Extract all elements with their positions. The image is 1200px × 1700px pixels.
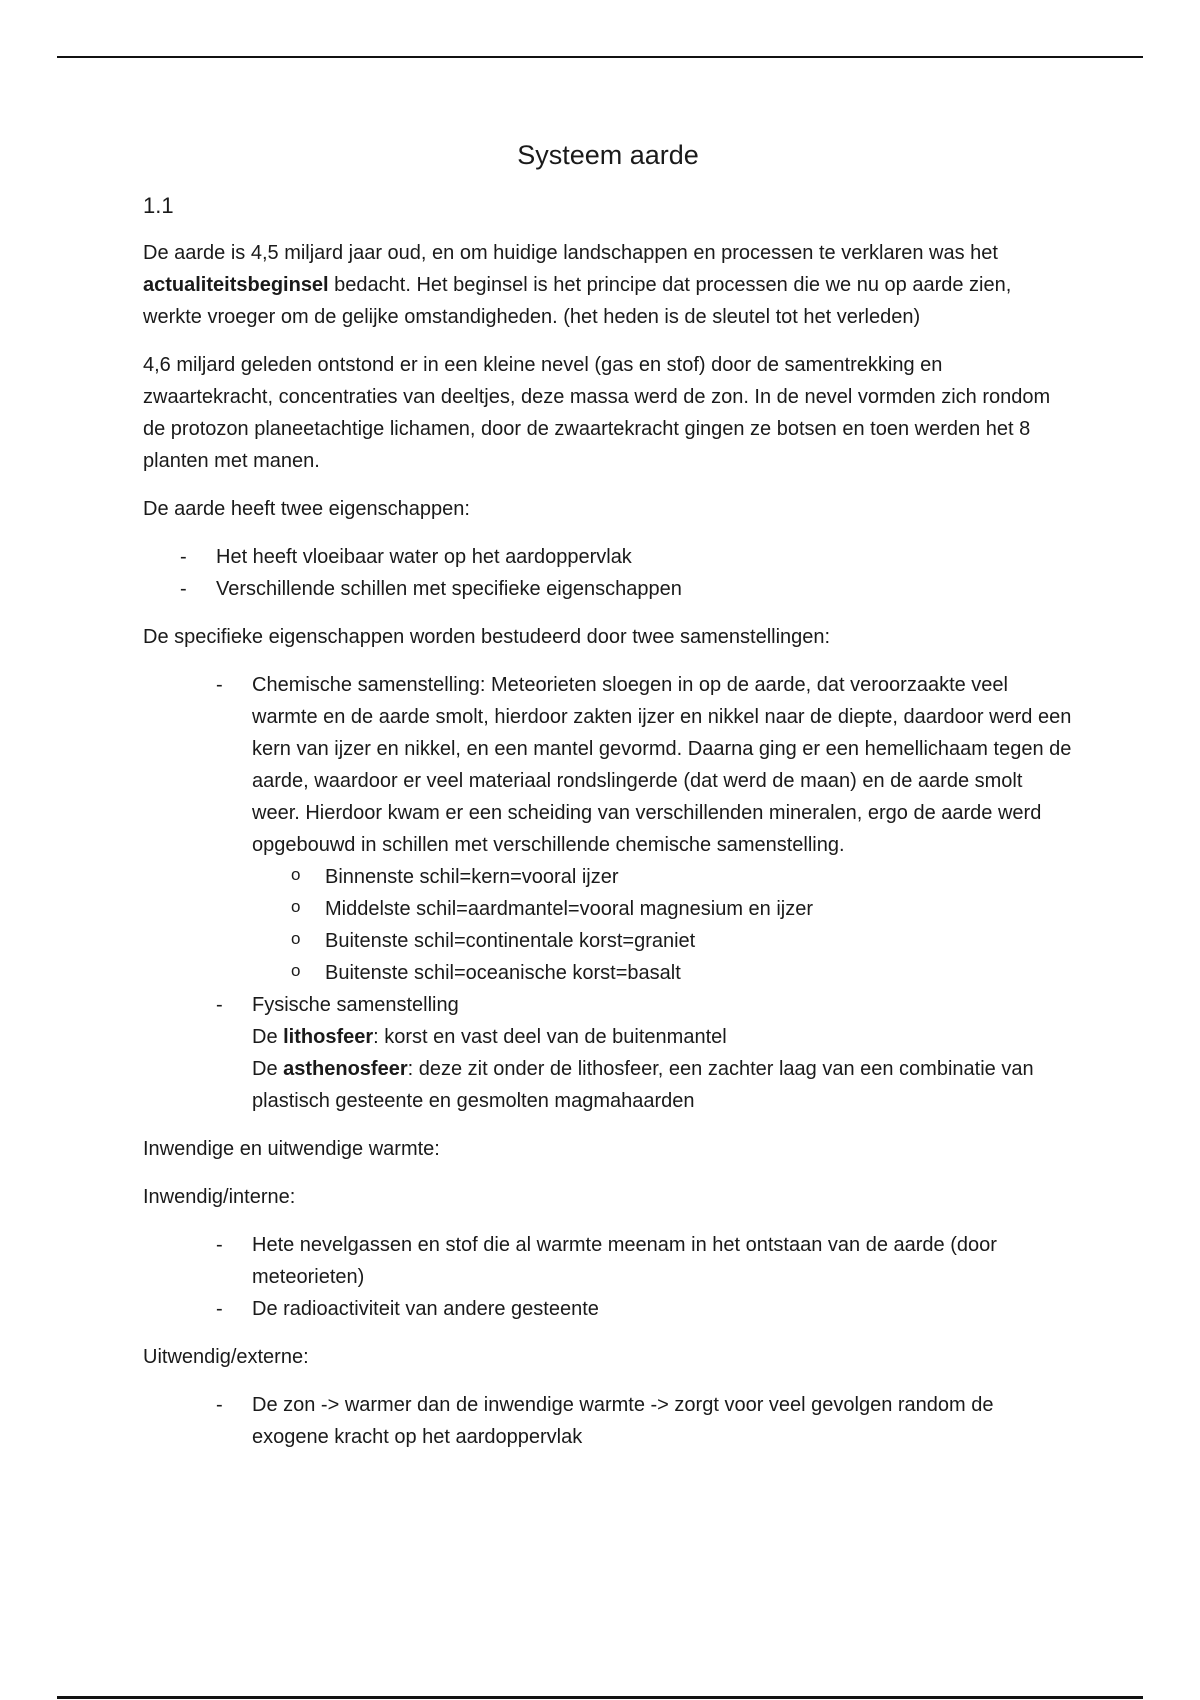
list-item: - Het heeft vloeibaar water op het aardoppervlak	[143, 541, 1073, 573]
list-item-chemisch	[143, 669, 1073, 989]
line-text: De	[252, 1058, 284, 1080]
bold-term: lithosfeer	[283, 1026, 374, 1048]
chemisch-text: Chemische samenstelling: Meteorieten sloegen in op de aarde, dat veroorzaakte veel warmte en de aarde smolt, hierdoor zakten ijzer en nikkel naar de diepte, daardoor werd een kern van ijzer en nikkel, en een mantel gevormd. Daarna ging er een hemellichaam tegen de aarde, waardoor er veel materiaal rondslingerde (dat werd de maan) en de aarde smolt weer. Hierdoor kwam er een scheiding van verschillenden mineralen, ergo de aarde werd opgebouwd in schillen met verschillende chemische samenstelling.	[252, 674, 1072, 856]
paragraph-nevel: 4,6 miljard geleden ontstond er in een kleine nevel (gas en stof) door de samentrekking en zwaartekracht, concentraties van deeltjes, deze massa werd de zon. In de nevel vormden zich rondom de protozon planeetachtige lichamen, door de zwaartekracht gingen ze botsen en toen werden het 8 planten met manen.	[143, 354, 1051, 472]
paragraph-text: De aarde is 4,5 miljard jaar oud, en om huidige landschappen en processen te verklaren was het	[143, 242, 998, 264]
page-title: Systeem aarde	[517, 140, 699, 170]
list-item-fysisch	[143, 989, 1073, 1117]
bold-term: asthenosfeer	[283, 1058, 408, 1080]
extern-list	[143, 1389, 1073, 1453]
section-number: 1.1	[143, 193, 174, 218]
intern-list	[143, 1229, 1073, 1325]
paragraph-text: bedacht. Het beginsel is het principe dat processen die we nu op aarde zien, werkte vroeger om de gelijke omstandigheden. (het heden is de sleutel tot het verleden)	[143, 274, 1012, 328]
schillen-sublist	[252, 861, 1073, 989]
paragraph-samenstellingen: De specifieke eigenschappen worden bestudeerd door twee samenstellingen:	[143, 626, 831, 648]
bold-term: actualiteitsbeginsel	[143, 274, 329, 296]
fysisch-heading: - Fysische samenstelling	[252, 994, 459, 1016]
list-item: - De radioactiviteit van andere gesteente	[143, 1293, 1073, 1325]
eigenschappen-list	[143, 541, 1073, 605]
line-text: De	[252, 1026, 284, 1048]
paragraph-eigenschappen: De aarde heeft twee eigenschappen:	[143, 498, 470, 520]
sublist-item: o Binnenste schil=kern=vooral ijzer	[252, 861, 1073, 893]
line-text: : deze zit onder de lithosfeer, een zachter laag van een combinatie van plastisch gesteente en gesmolten magmahaarden	[252, 1058, 1034, 1112]
list-item: - Hete nevelgassen en stof die al warmte meenam in het ontstaan van de aarde (door meteorieten)	[143, 1229, 1073, 1293]
sublist-item: o Buitenste schil=continentale korst=graniet	[252, 925, 1073, 957]
paragraph-uitwendig: Uitwendig/externe:	[143, 1346, 309, 1368]
list-item: - De zon -> warmer dan de inwendige warmte -> zorgt voor veel gevolgen random de exogene kracht op het aardoppervlak	[143, 1389, 1073, 1453]
sublist-item: o Buitenste schil=oceanische korst=basalt	[252, 957, 1073, 989]
top-divider	[57, 56, 1143, 58]
list-item: - Verschillende schillen met specifieke eigenschappen	[143, 573, 1073, 605]
lithosfeer-line	[252, 1021, 1073, 1053]
bottom-divider	[57, 1696, 1143, 1699]
samenstellingen-list	[143, 669, 1073, 1117]
paragraph-warmte: Inwendige en uitwendige warmte:	[143, 1138, 440, 1160]
sublist-item: o Middelste schil=aardmantel=vooral magnesium en ijzer	[252, 893, 1073, 925]
document-page	[143, 140, 1073, 1469]
paragraph-intro	[143, 237, 1073, 333]
asthenosfeer-line	[252, 1053, 1073, 1117]
paragraph-inwendig: Inwendig/interne:	[143, 1186, 296, 1208]
line-text: : korst en vast deel van de buitenmantel	[373, 1026, 727, 1048]
